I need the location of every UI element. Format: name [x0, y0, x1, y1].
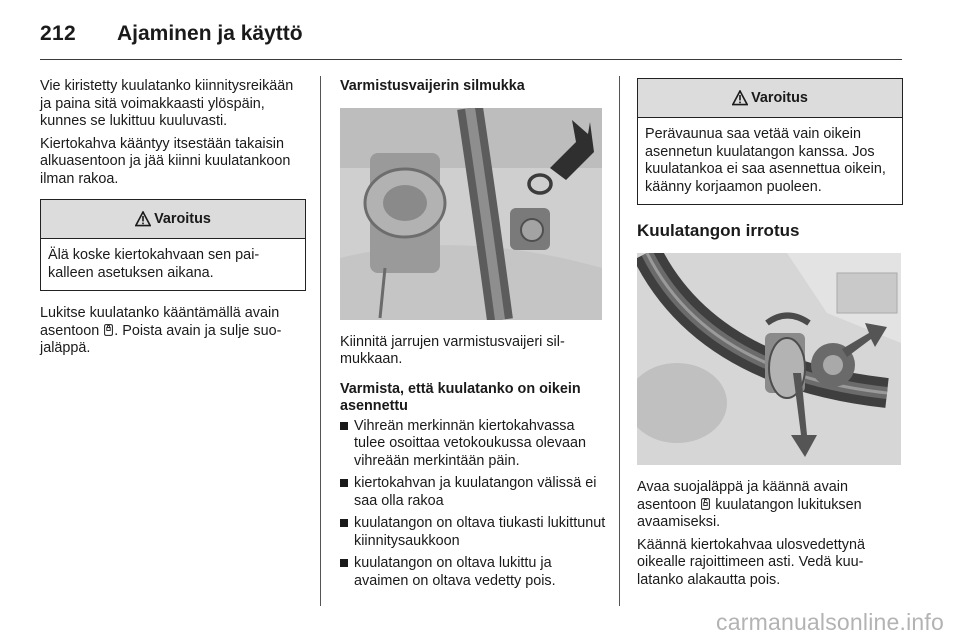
warning-box-handle: [40, 199, 306, 291]
column-3: [637, 78, 903, 594]
warning-title: Varoitus: [751, 90, 808, 106]
key-locked-icon: [104, 324, 113, 336]
warning-box-install: [637, 78, 903, 205]
column-divider-left: [320, 76, 321, 606]
section-heading-removal: Kuulatangon irrotus: [637, 221, 800, 240]
checklist-item-text: kuulatangon on oltava lukittu ja avaimen on oltava vedetty pois.: [354, 555, 556, 589]
section-heading-cable-loop: Varmistusvaijerin silmukka: [340, 78, 525, 94]
warning-title: Varoitus: [154, 211, 211, 227]
lock-paragraph: [40, 305, 306, 358]
column-1: [40, 78, 306, 363]
checklist-item-text: Vihreän merkinnän kiertokahvassa tulee osoittaa vetokoukussa olevaan vihreään merkintään päin.: [354, 417, 587, 469]
square-bullet-icon: [340, 422, 348, 430]
page-header: [40, 18, 900, 58]
page-number: 212: [40, 22, 76, 45]
unlock-paragraph: [637, 479, 903, 532]
checklist-item: [340, 515, 606, 550]
checklist-item: [340, 555, 606, 590]
column-2: [340, 78, 606, 595]
warning-text: Perävaunua saa vetää vain oikein asennetun kuulatangon kanssa. Jos kuulatankoa ei saa asennettua oikein, käänny korjaamon puoleen.: [645, 126, 886, 195]
removal-paragraph: Käännä kiertokahvaa ulosvedettynä oikealle rajoittimeen asti. Vedä kuulatanko alakautta pois.: [637, 536, 866, 588]
warning-triangle-icon: [135, 211, 151, 227]
install-paragraph-2: Kiertokahva kääntyy itsestään takaisin alkuasentoon ja jää kiinni kuulatankoon ilman rakoa.: [40, 135, 291, 187]
lock-paragraph-start: Lukitse kuulatanko kääntämällä avain asentoon: [40, 305, 280, 339]
install-paragraph-1: Vie kiristetty kuulatanko kiinnitysreikään ja paina sitä voimakkaasti ylöspäin, kunnes se lukittuu kuuluvasti.: [40, 78, 294, 129]
key-unlocked-icon: [701, 498, 710, 510]
section-heading-verify: Varmista, että kuulatanko on oikein asennettu: [340, 380, 581, 414]
checklist-item: [340, 475, 606, 510]
warning-text: Älä koske kiertokahvaan sen paikalleen asetuksen aikana.: [48, 247, 260, 281]
unlock-paragraph-start: Avaa suojaläppä ja käännä avain asentoon: [637, 479, 848, 513]
square-bullet-icon: [340, 559, 348, 567]
square-bullet-icon: [340, 479, 348, 487]
checklist-item-text: kuulatangon on oltava tiukasti lukittunut kiinnitysaukkoon: [354, 515, 606, 549]
cable-loop-caption: Kiinnitä jarrujen varmistusvaijeri silmukkaan.: [340, 333, 565, 367]
lock-paragraph-end: . Poista avain ja sulje suojaläppä.: [40, 322, 282, 356]
checklist-item-text: kiertokahvan ja kuulatangon välissä ei saa olla rakoa: [354, 475, 597, 509]
square-bullet-icon: [340, 519, 348, 527]
safety-cable-loop-photo: [340, 108, 602, 320]
tow-bar-removal-photo: [637, 253, 901, 465]
header-divider: [40, 59, 902, 60]
page-title: Ajaminen ja käyttö: [117, 22, 303, 45]
verification-checklist: [340, 418, 606, 591]
warning-header: [638, 79, 902, 118]
watermark: carmanualsonline.info: [716, 609, 944, 635]
column-divider-right: [619, 76, 620, 606]
warning-header: [41, 200, 305, 239]
checklist-item: [340, 418, 606, 471]
warning-triangle-icon: [732, 90, 748, 106]
unlock-paragraph-end: kuulatangon lukituksen avaamiseksi.: [637, 496, 862, 530]
